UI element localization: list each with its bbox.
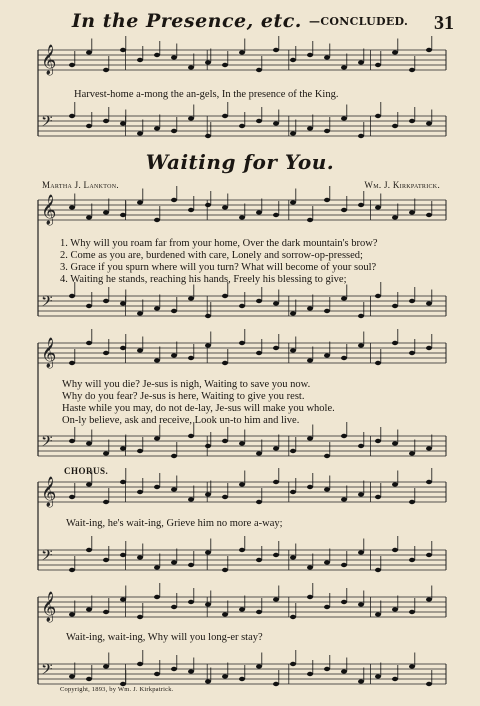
system3-treble-staff-note bbox=[171, 487, 177, 491]
system3-bass-staff-bass-clef: 𝄢 bbox=[41, 547, 53, 568]
system2-treble-staff-note bbox=[256, 351, 262, 355]
first-bass-staff-note bbox=[137, 131, 143, 135]
system2-treble-staff-note bbox=[307, 358, 313, 362]
first-bass-staff-note bbox=[375, 114, 381, 118]
system2-bass-staff-note bbox=[273, 446, 279, 450]
system1-bass-staff-note bbox=[426, 301, 432, 305]
system1-treble-staff-note bbox=[409, 210, 415, 214]
system3-treble-staff-note bbox=[205, 492, 211, 496]
first-bass-staff-note bbox=[273, 121, 279, 125]
system2-bass-staff-note bbox=[392, 441, 398, 445]
system1-treble-staff-note bbox=[188, 208, 194, 212]
first-hymn-lyric: Harvest-home a-mong the an-gels, In the presence of the King. bbox=[74, 89, 339, 100]
running-title-suffix: —CONCLUDED. bbox=[309, 15, 409, 28]
system1-bass-staff-note bbox=[358, 314, 364, 318]
system1-bass-staff-note bbox=[239, 304, 245, 308]
system3-bass-staff-note bbox=[239, 548, 245, 552]
system4-bass-staff-note bbox=[137, 662, 143, 666]
system2-bass-staff-note bbox=[205, 444, 211, 448]
system1-treble-staff-note bbox=[69, 205, 75, 209]
system4-treble-staff-note bbox=[273, 597, 279, 601]
system3-treble-staff-note bbox=[86, 482, 92, 486]
system1-bass-staff-note bbox=[273, 301, 279, 305]
system2-bass-staff-note bbox=[171, 454, 177, 458]
first-treble-staff-note bbox=[188, 65, 194, 69]
system3-bass-staff-note bbox=[273, 553, 279, 557]
system3-bass-staff-note bbox=[307, 565, 313, 569]
system2-treble-staff-note bbox=[426, 346, 432, 350]
system1-treble-staff-note bbox=[222, 205, 228, 209]
system2-bass-staff-note bbox=[86, 441, 92, 445]
system1-treble-staff-note bbox=[307, 218, 313, 222]
hymn-title: Waiting for You. bbox=[145, 150, 335, 174]
first-treble-staff-note bbox=[426, 48, 432, 52]
system4-bass-staff-note bbox=[307, 672, 313, 676]
system3-treble-staff-note bbox=[307, 485, 313, 489]
system1-bass-staff-note bbox=[137, 311, 143, 315]
first-treble-staff-note bbox=[324, 55, 330, 59]
system3-treble-staff-note bbox=[222, 495, 228, 499]
system2-treble-staff-note bbox=[171, 353, 177, 357]
chorus-line-1: Wait-ing, he's wait-ing, Grieve him no more a-way; bbox=[66, 518, 283, 529]
system1-treble-staff-note bbox=[341, 208, 347, 212]
system2-treble-staff-note bbox=[290, 348, 296, 352]
system4-bass-staff-note bbox=[341, 669, 347, 673]
system1-bass-staff-note bbox=[171, 309, 177, 313]
system1-bass-staff-note bbox=[222, 294, 228, 298]
first-treble-staff-note bbox=[154, 53, 160, 57]
system2-treble-staff-note bbox=[205, 343, 211, 347]
system1-bass-staff-note bbox=[324, 309, 330, 313]
system1-treble-staff-note bbox=[120, 213, 126, 217]
verse-line-4: 4. Waiting he stands, reaching his hands, Freely his blessing to give; bbox=[60, 274, 347, 285]
system3-bass-staff-note bbox=[256, 558, 262, 562]
system4-bass-staff-note bbox=[409, 664, 415, 668]
verse-line-1: 1. Why will you roam far from your home, Over the dark mountain's brow? bbox=[60, 238, 378, 249]
system3-treble-staff-note bbox=[358, 492, 364, 496]
system1-bass-staff-bass-clef: 𝄢 bbox=[41, 293, 53, 314]
system2-bass-staff-note bbox=[324, 454, 330, 458]
system4-treble-staff-note bbox=[103, 610, 109, 614]
system1-treble-staff-note bbox=[137, 200, 143, 204]
system3-treble-staff-note bbox=[324, 487, 330, 491]
first-bass-staff-note bbox=[205, 134, 211, 138]
system1-bass-staff-note bbox=[188, 296, 194, 300]
first-bass-staff-note bbox=[307, 126, 313, 130]
system2-treble-staff-note bbox=[324, 353, 330, 357]
first-bass-staff-note bbox=[256, 119, 262, 123]
first-bass-staff-note bbox=[171, 129, 177, 133]
system2-treble-staff-note bbox=[120, 346, 126, 350]
system3-bass-staff-note bbox=[137, 555, 143, 559]
system4-treble-staff-note bbox=[239, 607, 245, 611]
verse-cont-line-4: On-ly believe, ask and receive, Look un-to him and live. bbox=[62, 415, 300, 426]
system3-treble-staff-note bbox=[69, 495, 75, 499]
first-treble-staff-note bbox=[239, 50, 245, 54]
system3-bass-staff-note bbox=[324, 560, 330, 564]
system1-bass-staff-note bbox=[69, 294, 75, 298]
first-bass-staff-note bbox=[86, 124, 92, 128]
system2-bass-staff-note bbox=[426, 446, 432, 450]
system3-bass-staff-note bbox=[103, 558, 109, 562]
first-treble-staff-note bbox=[256, 68, 262, 72]
system3-treble-staff-note bbox=[375, 495, 381, 499]
verse-cont-line-1: Why will you die? Je-sus is nigh, Waiting to save you now. bbox=[62, 379, 311, 390]
first-bass-staff-note bbox=[426, 121, 432, 125]
lyricist-credit: Martha J. Lankton. bbox=[42, 180, 119, 190]
system1-treble-staff-treble-clef: 𝄞 bbox=[41, 195, 57, 225]
system3-bass-staff-note bbox=[358, 550, 364, 554]
system1-treble-staff-note bbox=[86, 215, 92, 219]
verse-cont-line-2: Why do you fear? Je-sus is here, Waiting to give you rest. bbox=[62, 391, 305, 402]
system4-bass-staff-note bbox=[188, 669, 194, 673]
first-bass-staff-note bbox=[188, 116, 194, 120]
system4-treble-staff-note bbox=[426, 597, 432, 601]
system2-bass-staff-note bbox=[375, 439, 381, 443]
system3-bass-staff-note bbox=[375, 568, 381, 572]
system4-treble-staff-note bbox=[171, 605, 177, 609]
system4-bass-staff-note bbox=[86, 677, 92, 681]
system2-bass-staff-note bbox=[120, 446, 126, 450]
system2-treble-staff-note bbox=[375, 361, 381, 365]
first-bass-staff-note bbox=[69, 114, 75, 118]
system2-treble-staff-treble-clef: 𝄞 bbox=[41, 338, 57, 368]
first-treble-staff-note bbox=[205, 60, 211, 64]
system1-bass-staff-note bbox=[341, 296, 347, 300]
system4-treble-staff-note bbox=[256, 610, 262, 614]
system2-bass-staff-note bbox=[358, 444, 364, 448]
system4-bass-staff-note bbox=[324, 667, 330, 671]
system1-bass-staff-note bbox=[120, 301, 126, 305]
first-treble-staff-note bbox=[341, 65, 347, 69]
system1-bass-staff-note bbox=[290, 311, 296, 315]
system4-bass-staff-note bbox=[375, 674, 381, 678]
system3-bass-staff-note bbox=[426, 553, 432, 557]
system4-treble-staff-note bbox=[137, 615, 143, 619]
system1-bass-staff-note bbox=[86, 304, 92, 308]
system1-treble-staff-note bbox=[375, 205, 381, 209]
first-treble-staff-note bbox=[222, 63, 228, 67]
system3-bass-staff-note bbox=[392, 548, 398, 552]
system3-bass-staff-note bbox=[341, 563, 347, 567]
composer-credit: Wm. J. Kirkpatrick. bbox=[364, 180, 440, 190]
system3-treble-staff-note bbox=[137, 490, 143, 494]
system4-treble-staff-note bbox=[341, 600, 347, 604]
system4-treble-staff-note bbox=[154, 595, 160, 599]
system3-treble-staff-note bbox=[426, 480, 432, 484]
system4-treble-staff-note bbox=[205, 602, 211, 606]
system2-bass-staff-note bbox=[256, 451, 262, 455]
first-bass-staff-note bbox=[324, 129, 330, 133]
system4-treble-staff-note bbox=[307, 595, 313, 599]
system1-bass-staff-note bbox=[256, 299, 262, 303]
page-number: 31 bbox=[434, 12, 454, 34]
system3-treble-staff-note bbox=[273, 480, 279, 484]
system1-treble-staff-note bbox=[426, 213, 432, 217]
system2-treble-staff-note bbox=[103, 351, 109, 355]
system4-treble-staff-note bbox=[222, 612, 228, 616]
system2-treble-staff-note bbox=[154, 358, 160, 362]
first-bass-staff-note bbox=[239, 124, 245, 128]
system3-bass-staff-note bbox=[86, 548, 92, 552]
system4-bass-staff-note bbox=[205, 679, 211, 683]
system1-treble-staff-note bbox=[358, 203, 364, 207]
first-bass-staff-note bbox=[409, 119, 415, 123]
system1-bass-staff-note bbox=[307, 306, 313, 310]
system4-bass-staff-note bbox=[239, 677, 245, 681]
system2-treble-staff-note bbox=[341, 356, 347, 360]
system3-treble-staff-note bbox=[409, 500, 415, 504]
first-treble-staff-note bbox=[69, 63, 75, 67]
verse-cont-line-3: Haste while you may, do not de-lay, Je-sus will make you whole. bbox=[62, 403, 335, 414]
system4-bass-staff-note bbox=[222, 674, 228, 678]
first-treble-staff-treble-clef: 𝄞 bbox=[41, 45, 57, 75]
system4-treble-staff-note bbox=[86, 607, 92, 611]
system3-bass-staff-note bbox=[290, 555, 296, 559]
system4-bass-staff-note bbox=[426, 682, 432, 686]
system3-treble-staff-note bbox=[256, 500, 262, 504]
first-treble-staff-note bbox=[103, 68, 109, 72]
first-bass-staff-bass-clef: 𝄢 bbox=[41, 113, 53, 134]
system1-treble-staff-note bbox=[103, 210, 109, 214]
system3-bass-staff-note bbox=[188, 563, 194, 567]
system3-bass-staff-note bbox=[171, 560, 177, 564]
system2-treble-staff-note bbox=[222, 361, 228, 365]
first-treble-staff-note bbox=[409, 68, 415, 72]
first-bass-staff-note bbox=[103, 119, 109, 123]
system3-treble-staff-note bbox=[120, 480, 126, 484]
first-treble-staff-note bbox=[358, 60, 364, 64]
system4-bass-staff-note bbox=[69, 674, 75, 678]
system1-treble-staff-note bbox=[171, 198, 177, 202]
system4-treble-staff-note bbox=[188, 600, 194, 604]
first-treble-staff-note bbox=[290, 58, 296, 62]
system2-bass-staff-bass-clef: 𝄢 bbox=[41, 433, 53, 454]
system2-bass-staff-note bbox=[222, 439, 228, 443]
first-treble-staff-note bbox=[375, 63, 381, 67]
system4-treble-staff-treble-clef: 𝄞 bbox=[41, 592, 57, 622]
system2-treble-staff-note bbox=[409, 351, 415, 355]
system3-treble-staff-note bbox=[290, 490, 296, 494]
system3-treble-staff-note bbox=[103, 500, 109, 504]
system4-bass-staff-note bbox=[392, 677, 398, 681]
system4-bass-staff-bass-clef: 𝄢 bbox=[41, 661, 53, 682]
system4-treble-staff-note bbox=[392, 607, 398, 611]
chorus-label: CHORUS. bbox=[64, 466, 109, 476]
system4-bass-staff-note bbox=[358, 679, 364, 683]
system3-treble-staff-note bbox=[188, 497, 194, 501]
system4-treble-staff-note bbox=[69, 612, 75, 616]
system4-bass-staff-note bbox=[273, 682, 279, 686]
system3-treble-staff-note bbox=[392, 482, 398, 486]
first-treble-staff-note bbox=[392, 50, 398, 54]
system2-bass-staff-note bbox=[409, 451, 415, 455]
first-treble-staff-note bbox=[273, 48, 279, 52]
system4-treble-staff-note bbox=[409, 610, 415, 614]
system2-bass-staff-note bbox=[341, 434, 347, 438]
system2-treble-staff-note bbox=[137, 348, 143, 352]
system3-bass-staff-note bbox=[154, 565, 160, 569]
system2-bass-staff-note bbox=[137, 449, 143, 453]
system2-bass-staff-note bbox=[239, 441, 245, 445]
system1-bass-staff-note bbox=[375, 294, 381, 298]
system2-bass-staff-note bbox=[69, 439, 75, 443]
copyright-notice: Copyright, 1893, by Wm. J. Kirkpatrick. bbox=[60, 686, 174, 693]
system1-treble-staff-note bbox=[273, 213, 279, 217]
system3-bass-staff-note bbox=[222, 568, 228, 572]
first-treble-staff-note bbox=[120, 48, 126, 52]
system3-treble-staff-note bbox=[239, 482, 245, 486]
system4-bass-staff-note bbox=[256, 664, 262, 668]
system3-treble-staff-note bbox=[154, 485, 160, 489]
first-treble-staff-note bbox=[171, 55, 177, 59]
system1-treble-staff-note bbox=[392, 215, 398, 219]
system2-treble-staff-note bbox=[86, 341, 92, 345]
system3-treble-staff-note bbox=[341, 497, 347, 501]
system1-treble-staff-note bbox=[154, 218, 160, 222]
first-bass-staff-note bbox=[358, 134, 364, 138]
system4-bass-staff-note bbox=[154, 672, 160, 676]
system3-bass-staff-note bbox=[205, 550, 211, 554]
system1-treble-staff-note bbox=[324, 198, 330, 202]
system3-bass-staff-note bbox=[409, 558, 415, 562]
first-treble-staff-note bbox=[86, 50, 92, 54]
system1-treble-staff-note bbox=[290, 200, 296, 204]
running-title-text: In the Presence, etc. bbox=[71, 10, 302, 32]
system4-treble-staff-note bbox=[358, 602, 364, 606]
system1-bass-staff-note bbox=[205, 314, 211, 318]
first-treble-staff-note bbox=[307, 53, 313, 57]
system1-bass-staff-note bbox=[392, 304, 398, 308]
first-bass-staff-note bbox=[154, 126, 160, 130]
system2-treble-staff-note bbox=[358, 343, 364, 347]
system2-treble-staff-note bbox=[239, 341, 245, 345]
system3-bass-staff-note bbox=[69, 568, 75, 572]
system4-treble-staff-note bbox=[375, 612, 381, 616]
system3-treble-staff-treble-clef: 𝄞 bbox=[41, 477, 57, 507]
system4-bass-staff-note bbox=[290, 662, 296, 666]
first-bass-staff-note bbox=[290, 131, 296, 135]
verse-line-3: 3. Grace if you spurn where will you turn? What will become of your soul? bbox=[60, 262, 377, 273]
system1-treble-staff-note bbox=[239, 215, 245, 219]
system4-bass-staff-note bbox=[171, 667, 177, 671]
system4-treble-staff-note bbox=[290, 615, 296, 619]
system2-treble-staff-note bbox=[392, 341, 398, 345]
system4-treble-staff-note bbox=[324, 605, 330, 609]
system3-bass-staff-note bbox=[120, 553, 126, 557]
system1-bass-staff-note bbox=[154, 306, 160, 310]
first-bass-staff-note bbox=[222, 114, 228, 118]
system4-treble-staff-note bbox=[120, 597, 126, 601]
system2-treble-staff-note bbox=[188, 356, 194, 360]
system2-bass-staff-note bbox=[307, 436, 313, 440]
system1-treble-staff-note bbox=[205, 203, 211, 207]
system1-bass-staff-note bbox=[103, 299, 109, 303]
first-bass-staff-note bbox=[341, 116, 347, 120]
system2-treble-staff-note bbox=[69, 361, 75, 365]
system1-bass-staff-note bbox=[409, 299, 415, 303]
system2-bass-staff-note bbox=[290, 449, 296, 453]
system4-bass-staff-note bbox=[103, 664, 109, 668]
system1-treble-staff-note bbox=[256, 210, 262, 214]
system2-bass-staff-note bbox=[188, 434, 194, 438]
system2-bass-staff-note bbox=[154, 436, 160, 440]
system2-treble-staff-note bbox=[273, 346, 279, 350]
first-bass-staff-note bbox=[392, 124, 398, 128]
verse-line-2: 2. Come as you are, burdened with care, Lonely and sorrow-op-pressed; bbox=[60, 250, 363, 261]
system2-bass-staff-note bbox=[103, 451, 109, 455]
chorus-line-2: Wait-ing, wait-ing, Why will you long-er stay? bbox=[66, 632, 263, 643]
first-treble-staff-note bbox=[137, 58, 143, 62]
first-bass-staff-note bbox=[120, 121, 126, 125]
